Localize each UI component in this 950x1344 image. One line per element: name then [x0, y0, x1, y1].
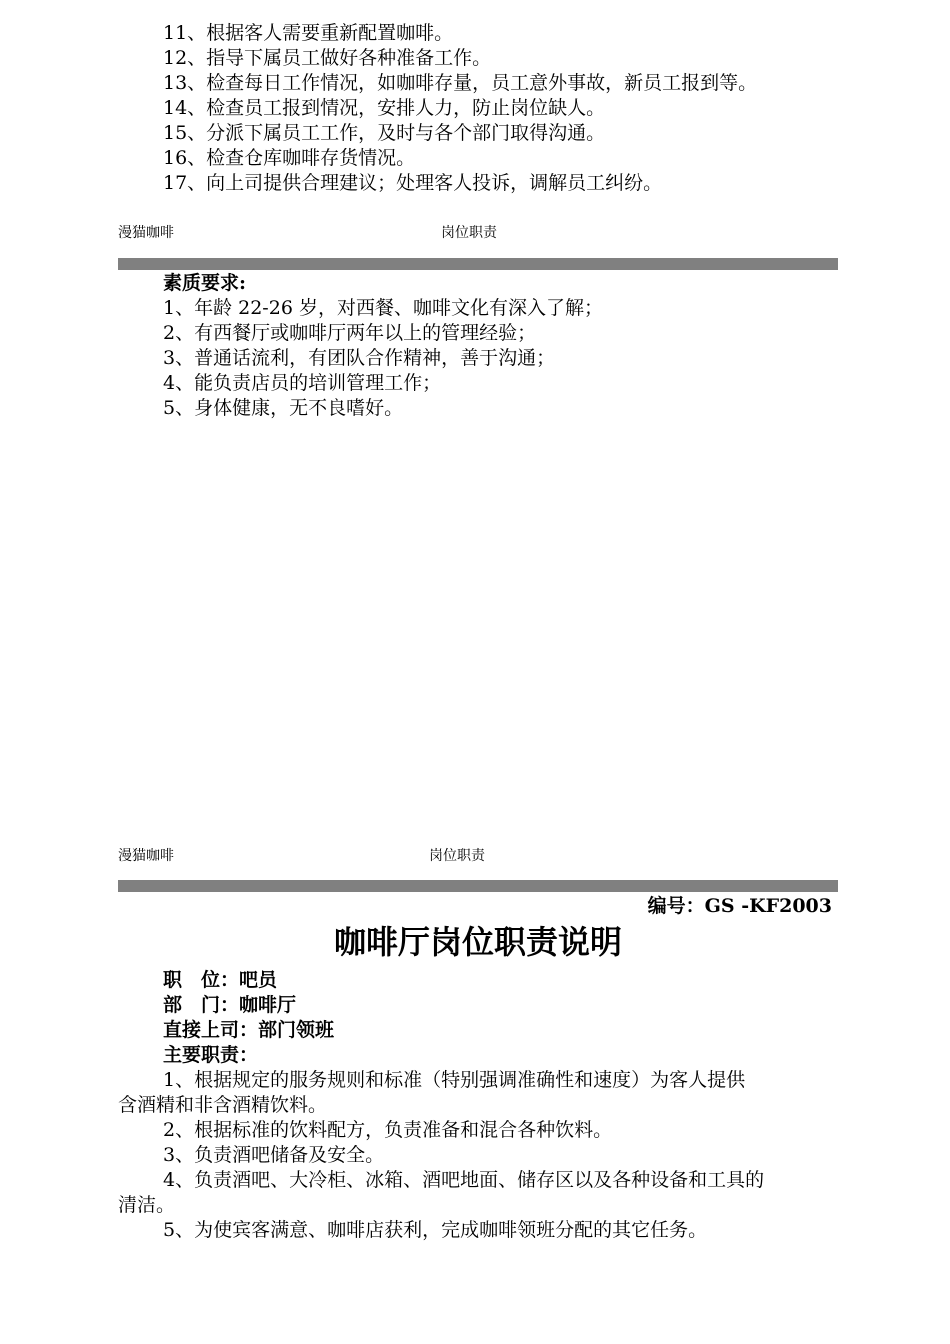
duty-item-16: 16、检查仓库咖啡存货情况。 [163, 147, 416, 169]
quality-item-1: 1、年龄 22-26 岁，对西餐、咖啡文化有深入了解； [163, 297, 603, 319]
position-field: 职 位：吧员 [163, 969, 278, 991]
department-field: 部 门：咖啡厅 [163, 994, 297, 1016]
page-title: 咖啡厅岗位职责说明 [333, 923, 622, 961]
duty-5: 5、为使宾客满意、咖啡店获利，完成咖啡领班分配的其它任务。 [163, 1219, 708, 1241]
document-code: 编号：GS -KF2003 [647, 895, 832, 917]
supervisor-field: 直接上司：部门领班 [163, 1019, 335, 1041]
header-doc-title: 岗位职责 [429, 848, 485, 864]
header-rule [118, 880, 838, 892]
header-company: 漫猫咖啡 [118, 225, 174, 241]
duty-1-line-2: 含酒精和非含酒精饮料。 [118, 1094, 328, 1116]
header-doc-title: 岗位职责 [441, 225, 497, 241]
duty-2: 2、根据标准的饮料配方，负责准备和混合各种饮料。 [163, 1119, 613, 1141]
duty-4-line-1: 4、负责酒吧、大冷柜、冰箱、酒吧地面、储存区以及各种设备和工具的 [163, 1169, 765, 1191]
quality-heading: 素质要求: [163, 272, 247, 294]
duty-item-15: 15、分派下属员工工作，及时与各个部门取得沟通。 [163, 122, 606, 144]
quality-item-4: 4、能负责店员的培训管理工作； [163, 372, 442, 394]
header-rule [118, 258, 838, 270]
duty-item-14: 14、检查员工报到情况，安排人力，防止岗位缺人。 [163, 97, 606, 119]
duty-item-13: 13、检查每日工作情况，如咖啡存量，员工意外事故，新员工报到等。 [163, 72, 758, 94]
duty-3: 3、负责酒吧储备及安全。 [163, 1144, 385, 1166]
duty-1-line-1: 1、根据规定的服务规则和标准（特别强调准确性和速度）为客人提供 [163, 1069, 746, 1091]
header-company: 漫猫咖啡 [118, 848, 174, 864]
quality-item-3: 3、普通话流利，有团队合作精神，善于沟通； [163, 347, 556, 369]
duty-item-17: 17、向上司提供合理建议；处理客人投诉，调解员工纠纷。 [163, 172, 663, 194]
duty-item-11: 11、根据客人需要重新配置咖啡。 [163, 22, 454, 44]
quality-item-2: 2、有西餐厅或咖啡厅两年以上的管理经验； [163, 322, 537, 344]
quality-item-5: 5、身体健康，无不良嗜好。 [163, 397, 404, 419]
duty-item-12: 12、指导下属员工做好各种准备工作。 [163, 47, 492, 69]
duties-heading: 主要职责： [163, 1044, 259, 1066]
duty-4-line-2: 清洁。 [118, 1194, 176, 1216]
